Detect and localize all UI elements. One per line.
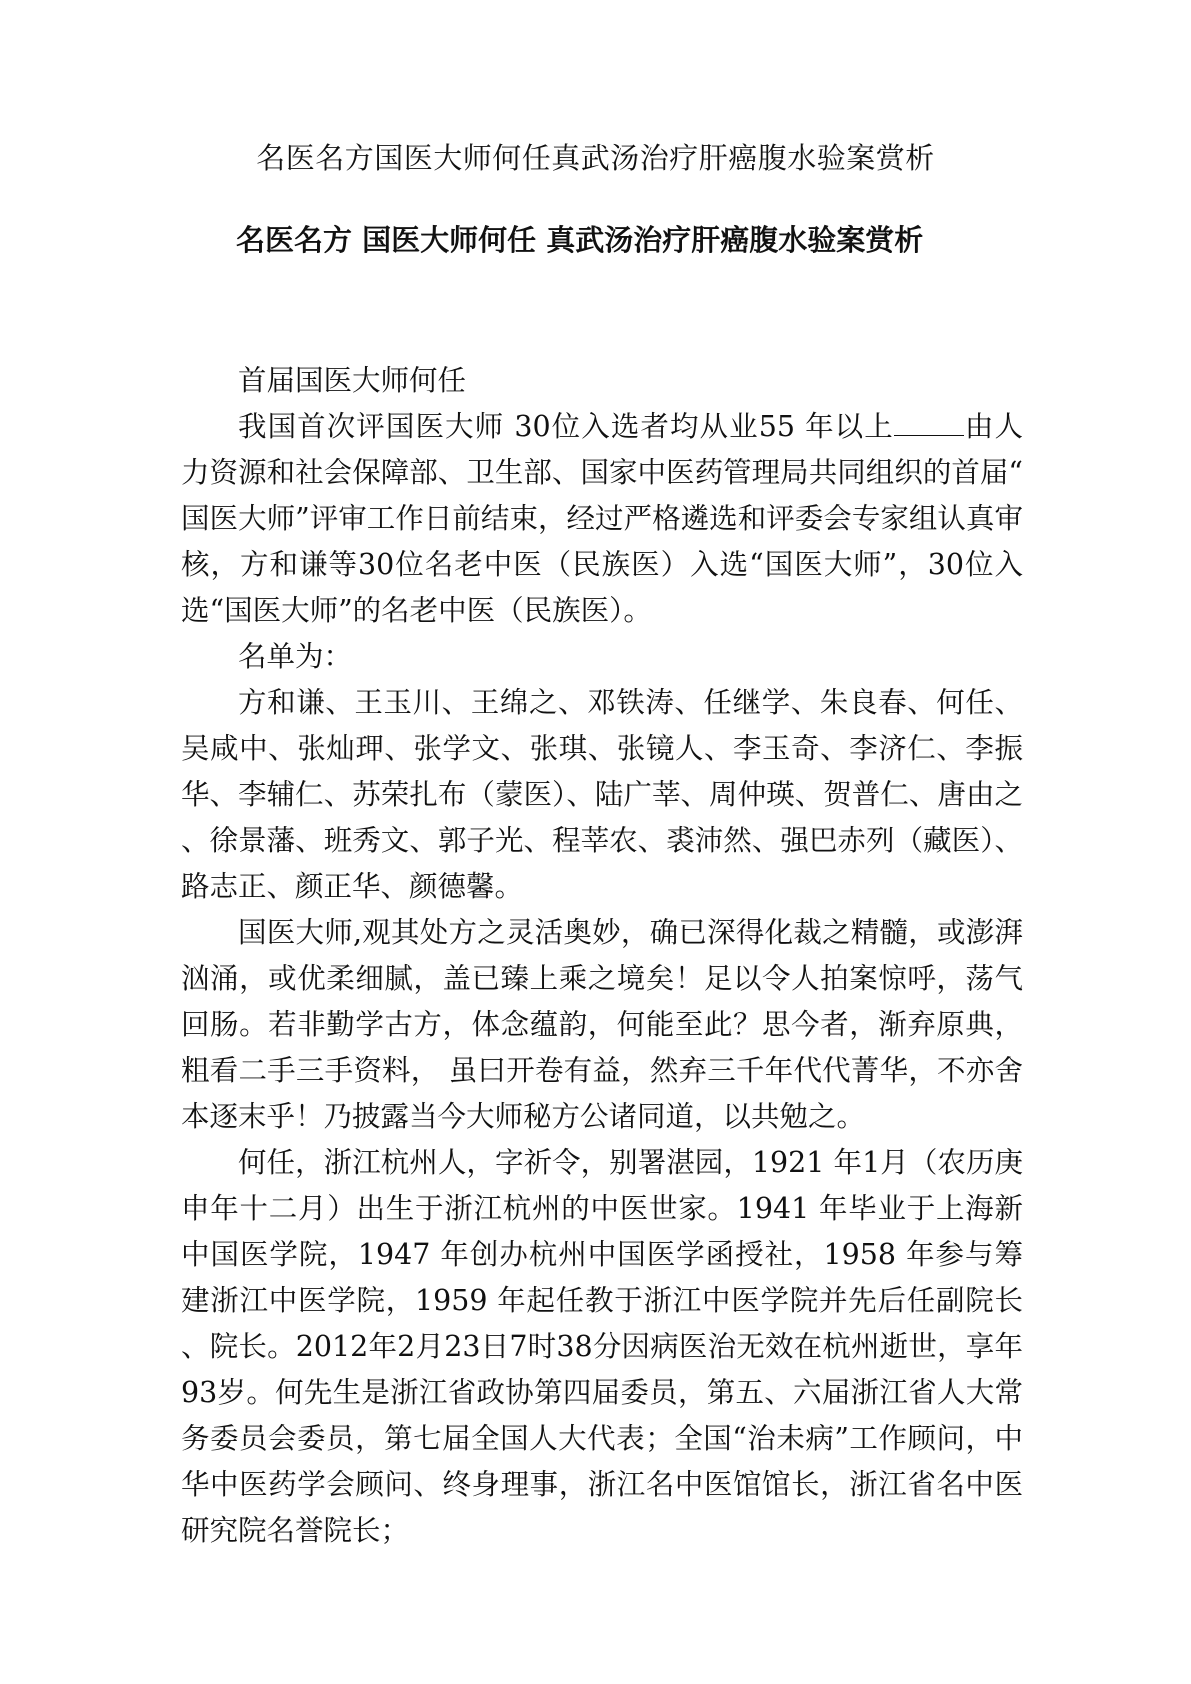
paragraph-intro-heading: 首届国医大师何任 bbox=[238, 364, 467, 397]
paragraph-commentary: 国医大师,观其处方之灵活奥妙，确已深得化裁之精髓，或澎湃汹涌，或优柔细腻，盖已臻上乘之境矣！足以令人拍案惊呼，荡气回肠。若非勤学古方，体念蕴韵，何能至此？思今者，渐弃原典，粗看二手三手资料， 虽曰开卷有益，然弃三千年代代菁华，不亦舍本逐末乎！乃披露当今大师秘方公诸同道，以共勉之。 bbox=[181, 916, 1023, 1133]
paragraph-text-part: 由人力资源和社会保障部、卫生部、国家中医药管理局共同组织的首届“国医大师”评审工作日前结束，经过严格遴选和评委会专家组认真审核，方和谦等30位名老中医（民族医）入选“国医大师”，30位入选“国医大师”的名老中医（民族医）。 bbox=[181, 410, 1023, 627]
paragraph-biography: 何任，浙江杭州人，字祈令，别署湛园，1921 年1月（农历庚申年十二月）出生于浙江杭州的中医世家。1941 年毕业于上海新中国医学院，1947 年创办杭州中国医学函授社，1958 年参与筹建浙江中医学院，1959 年起任教于浙江中医学院并先后任副院长、院长。2012年2月23日7时38分因病医治无效在杭州逝世，享年93岁。何先生是浙江省政协第四届委员，第五、六届浙江省人大常务委员会委员，第七届全国人大代表；全国“治未病”工作顾问，中华中医药学会顾问、终身理事，浙江名中医馆馆长，浙江省名中医研究院名誉院长； bbox=[181, 1146, 1023, 1547]
document-title: 名医名方国医大师何任真武汤治疗肝癌腹水验案赏析 bbox=[256, 141, 935, 175]
paragraph-selection-announcement bbox=[181, 404, 1023, 634]
document-body bbox=[181, 358, 1023, 1554]
blank-underline bbox=[894, 407, 964, 436]
document-subtitle: 名医名方 国医大师何任 真武汤治疗肝癌腹水验案赏析 bbox=[236, 223, 924, 257]
paragraph-master-names-list: 方和谦、王玉川、王绵之、邓铁涛、任继学、朱良春、何任、吴咸中、张灿玾、张学文、张琪、张镜人、李玉奇、李济仁、李振华、李辅仁、苏荣扎布（蒙医）、陆广莘、周仲瑛、贺普仁、唐由之、徐景藩、班秀文、郭子光、程莘农、裘沛然、强巴赤列（藏医）、路志正、颜正华、颜德馨。 bbox=[181, 686, 1023, 903]
paragraph-text-part: 我国首次评国医大师 30位入选者均从业55 年以上 bbox=[238, 410, 894, 443]
paragraph-list-heading: 名单为： bbox=[238, 640, 353, 673]
